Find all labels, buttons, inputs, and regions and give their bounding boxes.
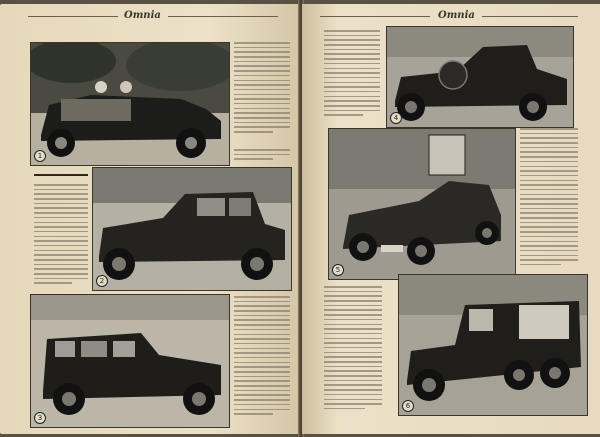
right-page-header: [306, 10, 596, 22]
photo-car-1: [30, 42, 230, 166]
left-text-column-top: [234, 42, 290, 142]
photo-number-5: 5: [332, 264, 344, 276]
photo-car-4: [386, 26, 574, 128]
left-page-header: [6, 10, 296, 22]
photo-car-6: [398, 274, 588, 416]
photo-number-6: 6: [402, 400, 414, 412]
photo-number-1: 1: [34, 150, 46, 162]
right-header-title: Omnia: [438, 10, 475, 21]
right-text-column-bottom: [324, 286, 382, 426]
photo-car-3: [30, 294, 230, 428]
right-text-column-middle: [520, 128, 578, 276]
right-text-column-top: [324, 30, 380, 125]
left-page: [0, 4, 300, 434]
photo-car-2: [92, 167, 292, 291]
right-page: [302, 4, 600, 434]
caption-photo-1: [234, 149, 290, 165]
left-text-column-bottom: [234, 296, 290, 424]
photo-number-4: 4: [390, 112, 402, 124]
photo-car-5: [328, 128, 516, 280]
photo-number-3: 3: [34, 412, 46, 424]
left-text-column-middle: [34, 184, 88, 292]
photo-number-2: 2: [96, 275, 108, 287]
section-subheading: [34, 172, 88, 178]
left-header-title: Omnia: [124, 10, 161, 21]
